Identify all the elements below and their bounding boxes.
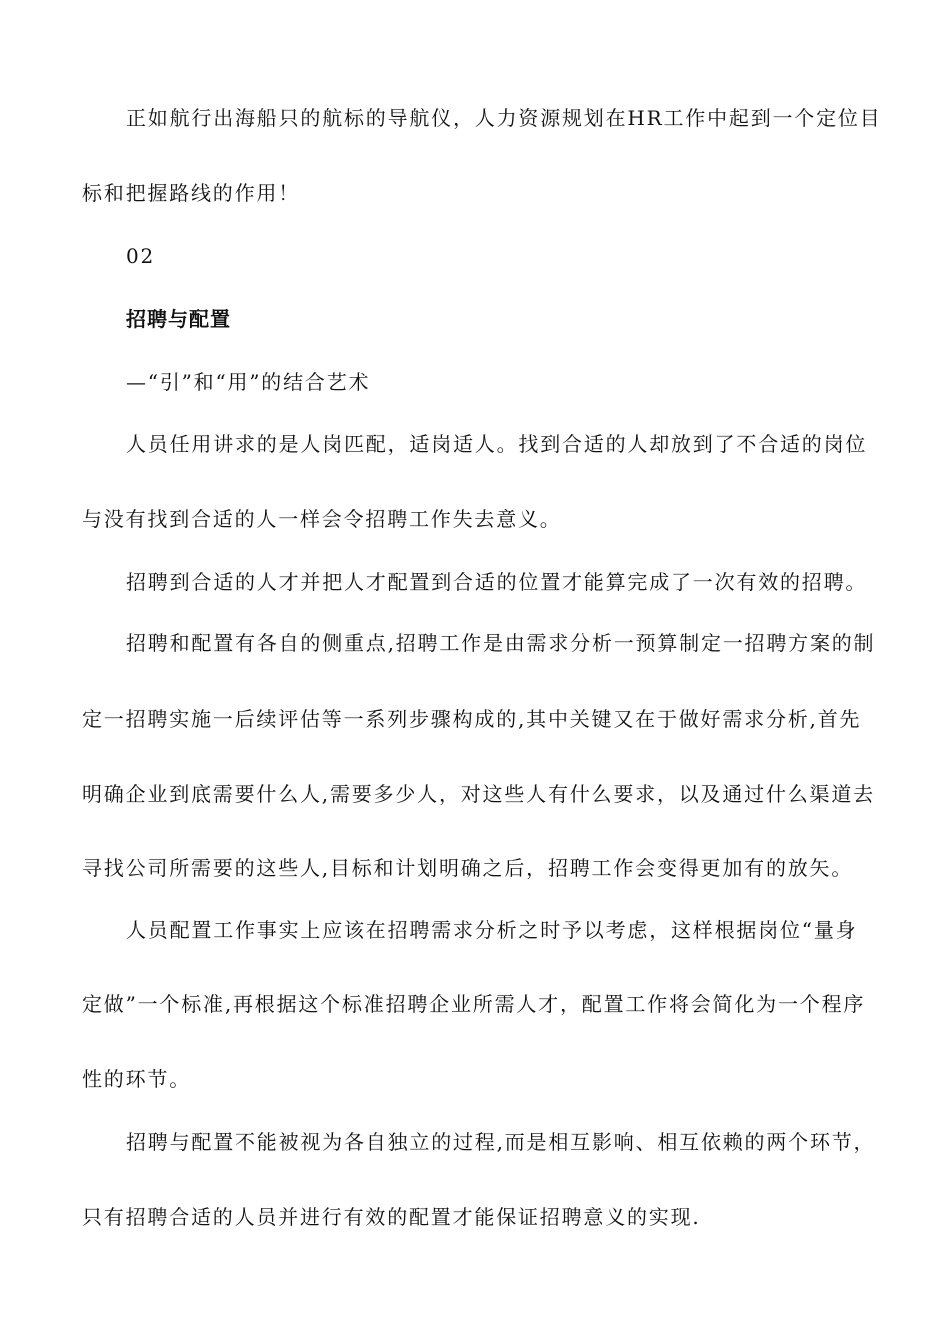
paragraph-line: 明确企业到底需要什么人,需要多少人，对这些人有什么要求，以及通过什么渠道去: [82, 782, 875, 806]
paragraph-line: 招聘到合适的人才并把人才配置到合适的位置才能算完成了一次有效的招聘。: [126, 570, 868, 594]
paragraph-line: 与没有找到合适的人一样会令招聘工作失去意义。: [82, 507, 562, 531]
section-subheading: —“引”和“用”的结合艺术: [126, 370, 371, 394]
paragraph-line: 性的环节。: [82, 1067, 191, 1091]
paragraph-line: 人员任用讲求的是人岗匹配，适岗适人。找到合适的人却放到了不合适的岗位: [126, 432, 868, 456]
paragraph-line: 正如航行出海船只的航标的导航仪，人力资源规划在HR工作中起到一个定位目: [126, 106, 882, 130]
paragraph-line: 招聘与配置不能被视为各自独立的过程,而是相互影响、相互依赖的两个环节，: [126, 1130, 876, 1154]
paragraph-line: 人员配置工作事实上应该在招聘需求分析之时予以考虑，这样根据岗位“量身: [126, 918, 858, 942]
paragraph-line: 寻找公司所需要的这些人,目标和计划明确之后，招聘工作会变得更加有的放矢。: [82, 856, 854, 880]
paragraph-line: 定做”一个标准,再根据这个标准招聘企业所需人才，配置工作将会简化为一个程序: [82, 992, 866, 1016]
paragraph-line: 只有招聘合适的人员并进行有效的配置才能保证招聘意义的实现.: [82, 1205, 701, 1229]
paragraph-line: 定一招聘实施一后续评估等一系列步骤构成的,其中关键又在于做好需求分析,首先: [82, 707, 862, 731]
paragraph-line: 标和把握路线的作用！: [82, 181, 300, 205]
section-heading: 招聘与配置: [126, 307, 231, 331]
section-number: 02: [126, 244, 156, 268]
paragraph-line: 招聘和配置有各自的侧重点,招聘工作是由需求分析一预算制定一招聘方案的制: [126, 631, 876, 655]
